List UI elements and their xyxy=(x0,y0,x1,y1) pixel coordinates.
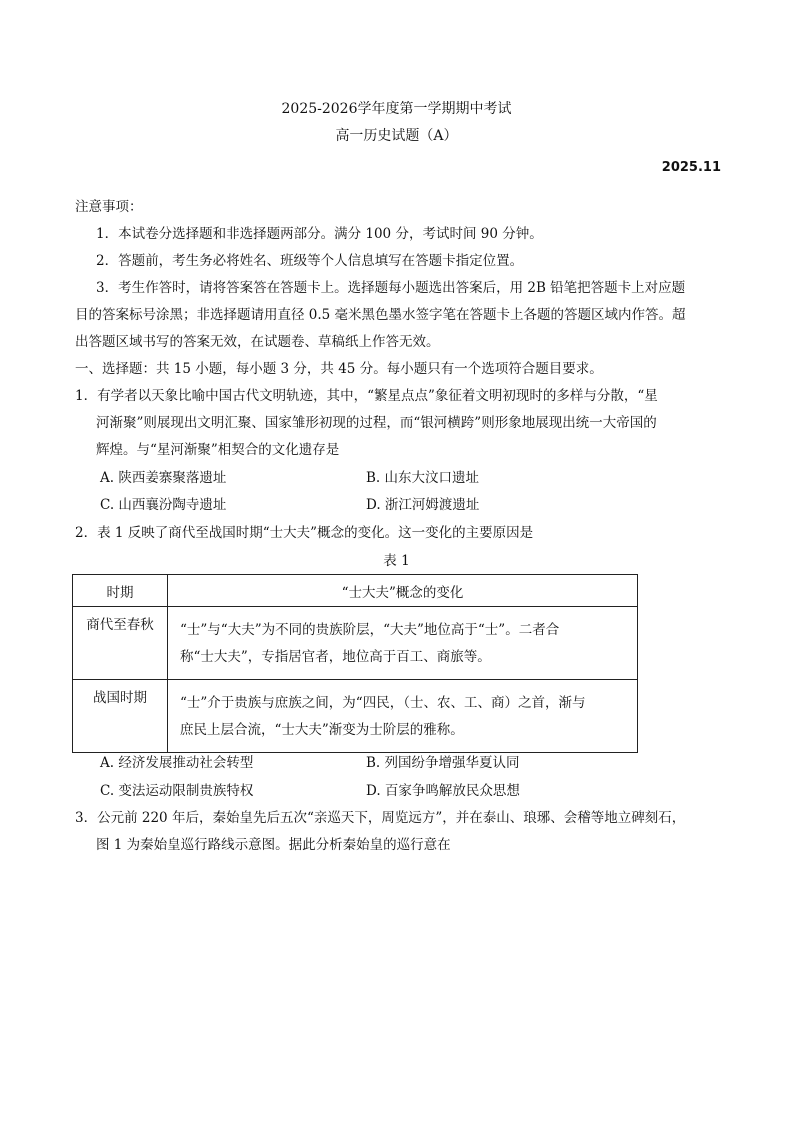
table-row xyxy=(73,680,638,753)
exam-title: 2025-2026学年度第一学期期中考试 xyxy=(281,101,512,117)
table-header-change: “士大夫”概念的变化 xyxy=(168,575,638,607)
concept-table xyxy=(72,574,638,753)
table-cell-desc-line: “士”与“大夫”为不同的贵族阶层，“大夫”地位高于“士”。二者合 xyxy=(180,622,560,638)
question-1-line-2: 河渐聚”则展现出文明汇聚、国家雏形初现的过程，而“银河横跨”则形象地展现出统一大帝国的 xyxy=(96,415,657,431)
question-2-line-1: 2．表 1 反映了商代至战国时期“士大夫”概念的变化。这一变化的主要原因是 xyxy=(75,525,534,541)
question-3-line-1: 3．公元前 220 年后，秦始皇先后五次“亲巡天下，周览远方”，并在泰山、琅琊、会稽等地立碑刻石， xyxy=(75,810,686,826)
question-2-option-d: D. 百家争鸣解放民众思想 xyxy=(366,783,520,799)
exam-date: 2025.11 xyxy=(661,160,721,175)
table-cell-desc-line: “士”介于贵族与庶族之间，为“四民，（士、农、工、商）之首，渐与 xyxy=(180,695,586,711)
question-3-line-2: 图 1 为秦始皇巡行路线示意图。据此分析秦始皇的巡行意在 xyxy=(96,837,451,853)
notice-item-3-line-1: 3．考生作答时，请将答案答在答题卡上。选择题每小题选出答案后，用 2B 铅笔把答题卡上对应题 xyxy=(96,280,686,296)
question-1-option-c: C. 山西襄汾陶寺遗址 xyxy=(100,497,227,513)
table-header-row xyxy=(73,575,638,607)
question-1-option-d: D. 浙江河姆渡遗址 xyxy=(366,497,480,513)
notice-heading: 注意事项： xyxy=(75,199,143,215)
table-cell-desc-line: 称“士大夫”，专指居官者，地位高于百工、商旅等。 xyxy=(180,649,491,665)
question-1-line-1: 1．有学者以天象比喻中国古代文明轨迹，其中，“繁星点点”象征着文明初现时的多样与分散，“星 xyxy=(75,388,658,404)
notice-item-1: 1．本试卷分选择题和非选择题两部分。满分 100 分，考试时间 90 分钟。 xyxy=(96,226,543,242)
table-cell-desc xyxy=(168,607,638,680)
table-row xyxy=(73,607,638,680)
question-2-option-b: B. 列国纷争增强华夏认同 xyxy=(366,755,520,771)
question-2-option-c: C. 变法运动限制贵族特权 xyxy=(100,783,254,799)
table-caption: 表 1 xyxy=(383,553,410,569)
notice-item-3-line-2: 目的答案标号涂黑；非选择题请用直径 0.5 毫米黑色墨水签字笔在答题卡上各题的答题区域内作答。超 xyxy=(75,307,686,323)
question-1-option-a: A. 陕西姜寨聚落遗址 xyxy=(100,470,227,486)
notice-item-2: 2．答题前，考生务必将姓名、班级等个人信息填写在答题卡指定位置。 xyxy=(96,253,524,269)
table-header-period: 时期 xyxy=(73,575,168,607)
table-cell-desc xyxy=(168,680,638,753)
table-cell-period: 战国时期 xyxy=(73,680,168,753)
table-cell-desc-line: 庶民上层合流，“士大夫”渐变为士阶层的雅称。 xyxy=(180,722,464,738)
exam-subtitle: 高一历史试题（A） xyxy=(335,128,458,144)
table-cell-period: 商代至春秋 xyxy=(73,607,168,680)
question-1-option-b: B. 山东大汶口遗址 xyxy=(366,470,480,486)
section-heading: 一、选择题：共 15 小题，每小题 3 分，共 45 分。每小题只有一个选项符合题目要求。 xyxy=(75,361,603,377)
notice-item-3-line-3: 出答题区域书写的答案无效，在试题卷、草稿纸上作答无效。 xyxy=(75,334,440,350)
question-1-line-3: 辉煌。与“星河渐聚”相契合的文化遗存是 xyxy=(96,442,340,458)
question-2-option-a: A. 经济发展推动社会转型 xyxy=(100,755,254,771)
